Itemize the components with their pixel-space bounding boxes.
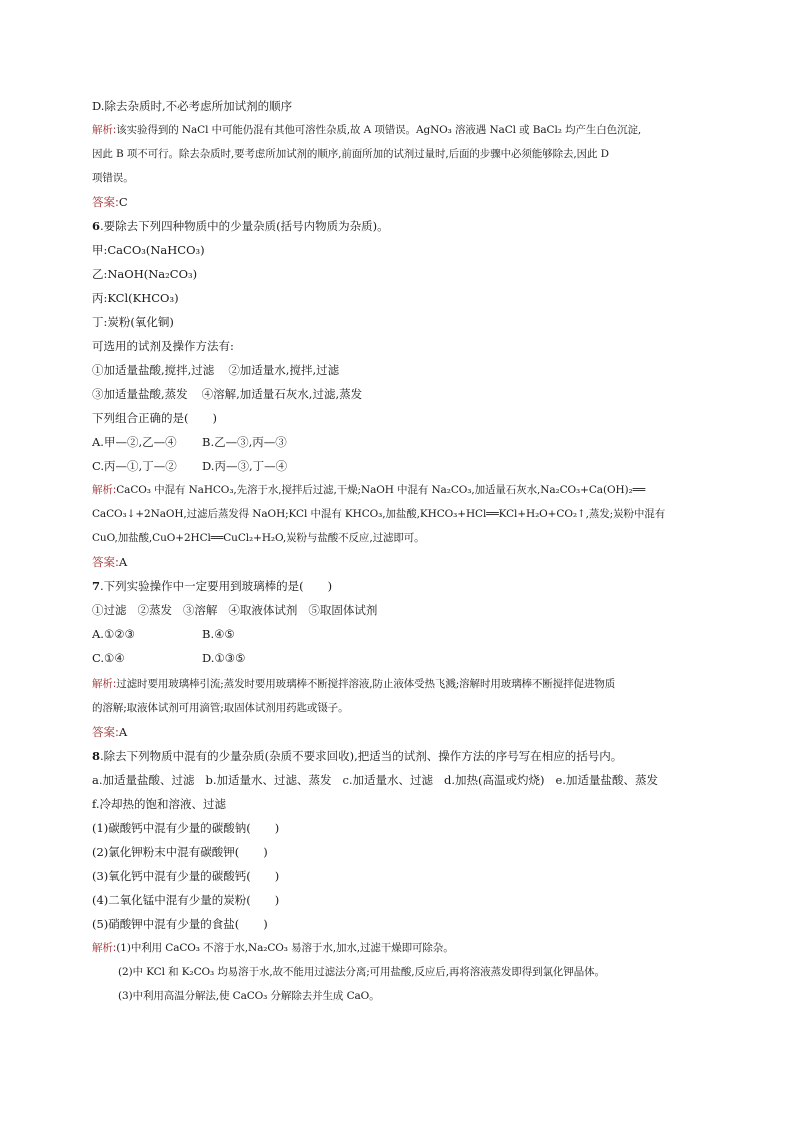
q6-explanation-line-3: CuO,加盐酸,CuO+2HCl══CuCl₂+H₂O,炭粉与盐酸不反应,过滤即可。	[92, 532, 425, 544]
q5-option-d: D.除去杂质时,不必考虑所加试剂的顺序	[92, 99, 293, 113]
q7-explanation-line-2: 的溶解;取液体试剂可用滴管;取固体试剂用药匙或镊子。	[92, 702, 349, 714]
answer-label: 答案:	[92, 555, 119, 569]
analysis-label: 解析:	[92, 942, 117, 954]
q6-options-ab: A.甲—②,乙—④ B.乙—③,丙—③	[92, 435, 287, 449]
q8-explanation-line-3: (3)中利用高温分解法,使 CaCO₃ 分解除去并生成 CaO。	[118, 990, 380, 1002]
q8-methods-line-1: a.加适量盐酸、过滤 b.加适量水、过滤、蒸发 c.加适量水、过滤 d.加热(高温或灼烧) e.加适量盐酸、蒸发	[92, 773, 658, 787]
answer-label: 答案:	[92, 725, 119, 739]
q7-operations: ①过滤 ②蒸发 ③溶解 ④取液体试剂 ⑤取固体试剂	[92, 603, 378, 617]
q6-item-ding: 丁:炭粉(氧化铜)	[92, 315, 174, 329]
q5-explanation-line-1: 解析:该实验得到的 NaCl 中可能仍混有其他可溶性杂质,故 A 项错误。AgNO₃ 溶液遇 NaCl 或 BaCl₂ 均产生白色沉淀,	[92, 124, 642, 136]
q6-item-jia: 甲:CaCO₃(NaHCO₃)	[92, 243, 205, 257]
q7-stem: 7.下列实验操作中一定要用到玻璃棒的是( )	[92, 579, 333, 593]
answer-label: 答案:	[92, 195, 119, 209]
q8-stem: 8.除去下列物质中混有的少量杂质(杂质不要求回收),把适当的试剂、操作方法的序号写在相应的括号内。	[92, 749, 623, 763]
q8-item-4: (4)二氧化锰中混有少量的炭粉( )	[92, 893, 280, 907]
q8-item-5: (5)硝酸钾中混有少量的食盐( )	[92, 917, 268, 931]
q5-explanation-line-3: 项错误。	[92, 172, 134, 184]
q6-stem: 6.要除去下列四种物质中的少量杂质(括号内物质为杂质)。	[92, 219, 389, 233]
q7-options-cd: C.①④ D.①③⑤	[92, 651, 246, 665]
q5-explanation-line-2: 因此 B 项不可行。除去杂质时,要考虑所加试剂的顺序,前面所加的试剂过量时,后面的步骤中必须能够除去,因此 D	[92, 148, 609, 160]
q6-methods-line-2: ③加适量盐酸,蒸发 ④溶解,加适量石灰水,过滤,蒸发	[92, 387, 363, 401]
q8-item-1: (1)碳酸钙中混有少量的碳酸钠( )	[92, 821, 280, 835]
q6-explanation-line-1: 解析:CaCO₃ 中混有 NaHCO₃,先溶于水,搅拌后过滤,干燥;NaOH 中混有 Na₂CO₃,加适量石灰水,Na₂CO₃+Ca(OH)₂══	[92, 484, 646, 496]
q7-explanation-line-1: 解析:过滤时要用玻璃棒引流;蒸发时要用玻璃棒不断搅拌溶液,防止液体受热飞溅;溶解时用玻璃棒不断搅拌促进物质	[92, 678, 616, 690]
q6-answer: 答案:A	[92, 555, 128, 569]
q8-explanation-line-1: 解析:(1)中利用 CaCO₃ 不溶于水,Na₂CO₃ 易溶于水,加水,过滤干燥即可除杂。	[92, 942, 454, 954]
analysis-label: 解析:	[92, 678, 117, 690]
analysis-label: 解析:	[92, 124, 117, 136]
q7-answer: 答案:A	[92, 725, 128, 739]
q6-item-bing: 丙:KCl(KHCO₃)	[92, 291, 179, 305]
q8-item-3: (3)氧化钙中混有少量的碳酸钙( )	[92, 869, 280, 883]
q6-item-yi: 乙:NaOH(Na₂CO₃)	[92, 267, 198, 281]
q6-options-cd: C.丙—①,丁—② D.丙—③,丁—④	[92, 459, 288, 473]
q5-answer: 答案:C	[92, 195, 128, 209]
q6-methods-line-1: ①加适量盐酸,搅拌,过滤 ②加适量水,搅拌,过滤	[92, 363, 340, 377]
q6-methods-intro: 可选用的试剂及操作方法有:	[92, 339, 234, 353]
q8-item-2: (2)氯化钾粉末中混有碳酸钾( )	[92, 845, 268, 859]
q6-question: 下列组合正确的是( )	[92, 411, 217, 425]
q7-options-ab: A.①②③ B.④⑤	[92, 627, 235, 641]
q8-methods-line-2: f.冷却热的饱和溶液、过滤	[92, 797, 227, 811]
analysis-label: 解析:	[92, 484, 117, 496]
q8-explanation-line-2: (2)中 KCl 和 K₂CO₃ 均易溶于水,故不能用过滤法分离;可用盐酸,反应后,再将溶液蒸发即得到氯化钾晶体。	[118, 966, 605, 978]
q6-explanation-line-2: CaCO₃↓+2NaOH,过滤后蒸发得 NaOH;KCl 中混有 KHCO₃,加盐酸,KHCO₃+HCl══KCl+H₂O+CO₂↑,蒸发;炭粉中混有	[92, 508, 666, 520]
